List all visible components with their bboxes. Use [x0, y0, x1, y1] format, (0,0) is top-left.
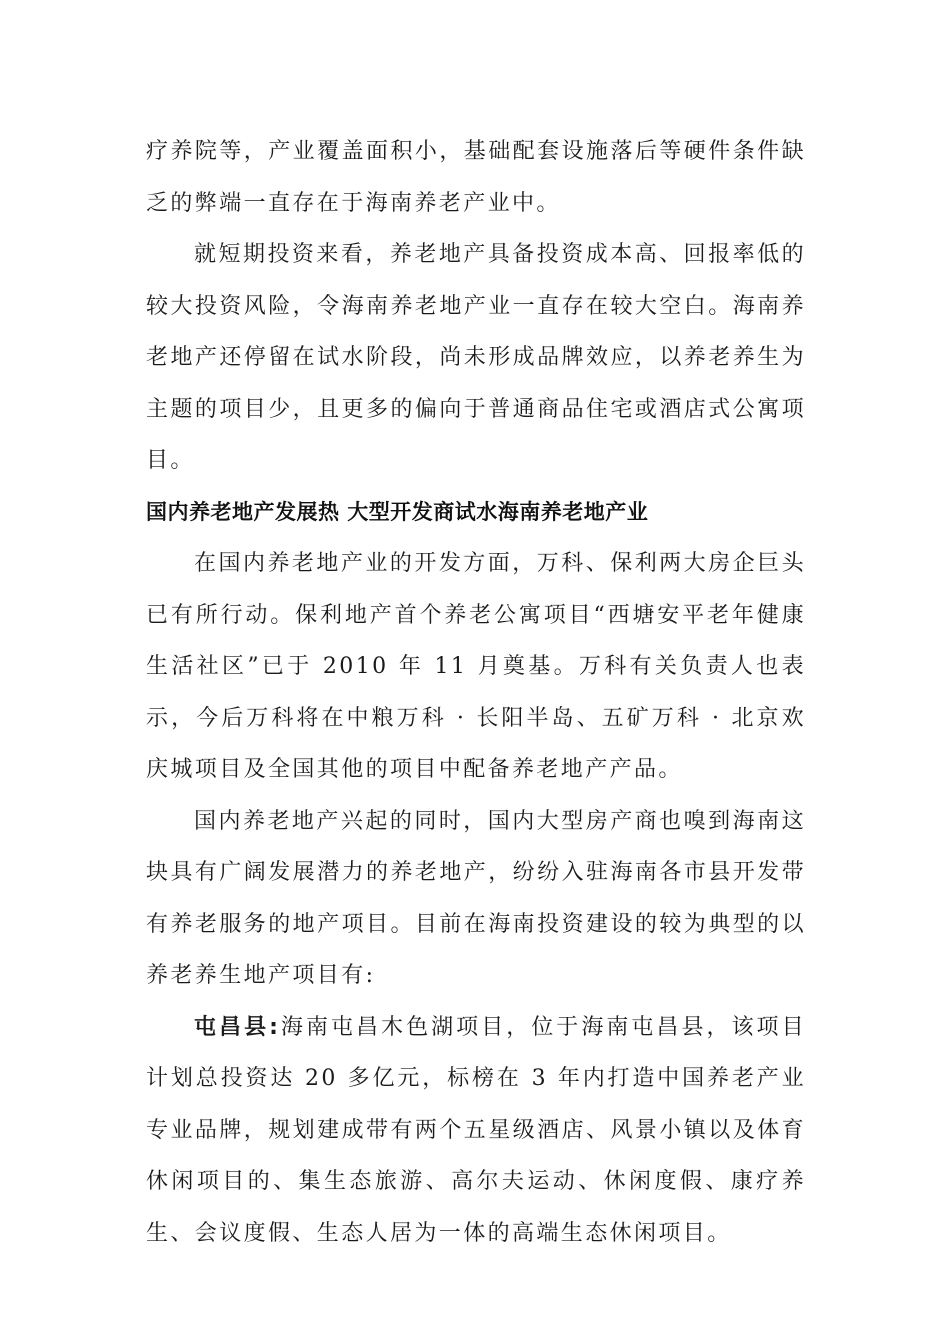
- paragraph-hainan-projects: 国内养老地产兴起的同时，国内大型房产商也嗅到海南这块具有广阔发展潜力的养老地产，纷纷入驻海南各市县开发带有养老服务的地产项目。目前在海南投资建设的较为典型的以养老养生地产项目有:: [146, 808, 806, 988]
- tunchang-text: 海南屯昌木色湖项目，位于海南屯昌县，该项目计划总投资达 20 多亿元，标榜在 3 年内打造中国养老产业专业品牌，规划建成带有两个五星级酒店、风景小镇以及体育休闲项目的、集生态旅游、高尔夫运动、休闲度假、康疗养生、会议度假、生态人居为一体的高端生态休闲项目。: [146, 1014, 806, 1246]
- document-body: [146, 126, 806, 1259]
- tunchang-label: 屯昌县:: [194, 1014, 281, 1040]
- paragraph-short-term-investment: 就短期投资来看，养老地产具备投资成本高、回报率低的较大投资风险，令海南养老地产业一直存在较大空白。海南养老地产还停留在试水阶段，尚未形成品牌效应，以养老养生为主题的项目少，且更多的偏向于普通商品住宅或酒店式公寓项目。: [146, 242, 806, 473]
- paragraph-continued: 疗养院等，产业覆盖面积小，基础配套设施落后等硬件条件缺乏的弊端一直存在于海南养老产业中。: [146, 139, 806, 216]
- paragraph-tunchang: [146, 1002, 806, 1260]
- section-heading: 国内养老地产发展热 大型开发商试水海南养老地产业: [146, 499, 649, 524]
- paragraph-developers: 在国内养老地产业的开发方面，万科、保利两大房企巨头已有所行动。保利地产首个养老公寓项目“西塘安平老年健康生活社区”已于 2010 年 11 月奠基。万科有关负责人也表示，今后万科将在中粮万科 · 长阳半岛、五矿万科 · 北京欢庆城项目及全国其他的项目中配备养老地产产品。: [146, 551, 806, 782]
